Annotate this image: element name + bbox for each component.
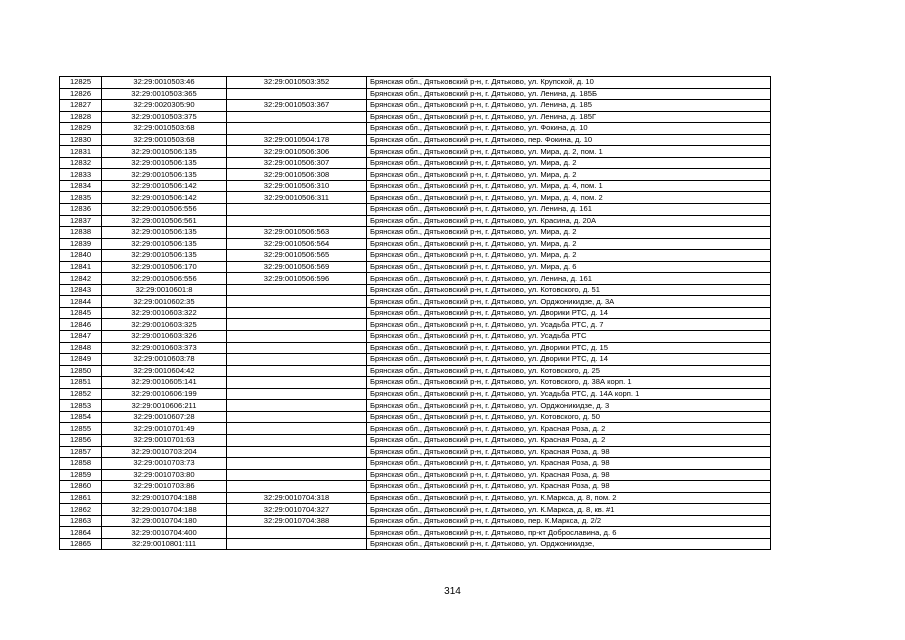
row-number-cell: 12835 — [60, 192, 102, 204]
row-number-cell: 12849 — [60, 354, 102, 366]
cadastral-number-cell: 32:29:0010704:188 — [102, 504, 227, 516]
row-number-cell: 12839 — [60, 238, 102, 250]
table-row — [60, 515, 771, 527]
row-number-cell: 12848 — [60, 342, 102, 354]
row-number-cell: 12829 — [60, 123, 102, 135]
object-cadastral-number-cell: 32:29:0010506:596 — [227, 273, 367, 285]
address-cell: Брянская обл., Дятьковский р-н, г. Дятьково, ул. Мира, д. 6 — [367, 261, 771, 273]
cadastral-number-cell: 32:29:0020305:90 — [102, 100, 227, 112]
table-row — [60, 215, 771, 227]
object-cadastral-number-cell — [227, 469, 367, 481]
address-cell: Брянская обл., Дятьковский р-н, г. Дятьково, ул. Орджоникидзе, д. 3А — [367, 296, 771, 308]
address-cell: Брянская обл., Дятьковский р-н, г. Дятьково, ул. Котовского, д. 50 — [367, 411, 771, 423]
cadastral-number-cell: 32:29:0010506:556 — [102, 273, 227, 285]
cadastral-number-cell: 32:29:0010703:80 — [102, 469, 227, 481]
table-row — [60, 527, 771, 539]
row-number-cell: 12837 — [60, 215, 102, 227]
cadastral-number-cell: 32:29:0010506:135 — [102, 169, 227, 181]
table-row — [60, 157, 771, 169]
address-cell: Брянская обл., Дятьковский р-н, г. Дятьково, пер. К.Маркса, д. 2/2 — [367, 515, 771, 527]
address-cell: Брянская обл., Дятьковский р-н, г. Дятьково, ул. Дворики РТС, д. 14 — [367, 354, 771, 366]
cadastral-number-cell: 32:29:0010704:188 — [102, 492, 227, 504]
address-cell: Брянская обл., Дятьковский р-н, г. Дятьково, ул. Фокина, д. 10 — [367, 123, 771, 135]
object-cadastral-number-cell: 32:29:0010506:307 — [227, 157, 367, 169]
table-row — [60, 458, 771, 470]
table-row — [60, 284, 771, 296]
row-number-cell: 12834 — [60, 180, 102, 192]
row-number-cell: 12863 — [60, 515, 102, 527]
table-row — [60, 77, 771, 89]
table-row — [60, 192, 771, 204]
table-row — [60, 504, 771, 516]
object-cadastral-number-cell — [227, 296, 367, 308]
row-number-cell: 12843 — [60, 284, 102, 296]
row-number-cell: 12860 — [60, 481, 102, 493]
address-cell: Брянская обл., Дятьковский р-н, г. Дятьково, ул. Красина, д. 20А — [367, 215, 771, 227]
table-row — [60, 204, 771, 216]
row-number-cell: 12861 — [60, 492, 102, 504]
object-cadastral-number-cell: 32:29:0010506:310 — [227, 180, 367, 192]
row-number-cell: 12859 — [60, 469, 102, 481]
table-row — [60, 123, 771, 135]
page-number: 314 — [444, 586, 461, 597]
table-row — [60, 180, 771, 192]
table-row — [60, 354, 771, 366]
row-number-cell: 12862 — [60, 504, 102, 516]
row-number-cell: 12865 — [60, 538, 102, 550]
row-number-cell: 12855 — [60, 423, 102, 435]
object-cadastral-number-cell — [227, 527, 367, 539]
records-table — [59, 76, 771, 550]
address-cell: Брянская обл., Дятьковский р-н, г. Дятьково, ул. Котовского, д. 38А корп. 1 — [367, 377, 771, 389]
table-row — [60, 146, 771, 158]
address-cell: Брянская обл., Дятьковский р-н, г. Дятьково, ул. Мира, д. 4, пом. 1 — [367, 180, 771, 192]
table-row — [60, 227, 771, 239]
cadastral-number-cell: 32:29:0010602:35 — [102, 296, 227, 308]
table-row — [60, 469, 771, 481]
object-cadastral-number-cell: 32:29:0010704:327 — [227, 504, 367, 516]
row-number-cell: 12825 — [60, 77, 102, 89]
records-table-body — [60, 77, 771, 550]
cadastral-number-cell: 32:29:0010506:556 — [102, 204, 227, 216]
row-number-cell: 12847 — [60, 331, 102, 343]
cadastral-number-cell: 32:29:0010506:135 — [102, 157, 227, 169]
table-row — [60, 88, 771, 100]
object-cadastral-number-cell — [227, 354, 367, 366]
row-number-cell: 12833 — [60, 169, 102, 181]
row-number-cell: 12841 — [60, 261, 102, 273]
object-cadastral-number-cell — [227, 204, 367, 216]
row-number-cell: 12844 — [60, 296, 102, 308]
address-cell: Брянская обл., Дятьковский р-н, г. Дятьково, ул. Крупской, д. 10 — [367, 77, 771, 89]
cadastral-number-cell: 32:29:0010506:142 — [102, 192, 227, 204]
object-cadastral-number-cell — [227, 377, 367, 389]
table-row — [60, 492, 771, 504]
cadastral-number-cell: 32:29:0010503:365 — [102, 88, 227, 100]
object-cadastral-number-cell — [227, 123, 367, 135]
object-cadastral-number-cell: 32:29:0010506:569 — [227, 261, 367, 273]
address-cell: Брянская обл., Дятьковский р-н, г. Дятьково, ул. Усадьба РТС, д. 7 — [367, 319, 771, 331]
row-number-cell: 12854 — [60, 411, 102, 423]
table-row — [60, 100, 771, 112]
row-number-cell: 12857 — [60, 446, 102, 458]
address-cell: Брянская обл., Дятьковский р-н, г. Дятьково, ул. Котовского, д. 51 — [367, 284, 771, 296]
table-row — [60, 169, 771, 181]
row-number-cell: 12830 — [60, 134, 102, 146]
object-cadastral-number-cell — [227, 88, 367, 100]
table-row — [60, 388, 771, 400]
address-cell: Брянская обл., Дятьковский р-н, г. Дятьково, пр-кт Доброславина, д. 6 — [367, 527, 771, 539]
row-number-cell: 12836 — [60, 204, 102, 216]
address-cell: Брянская обл., Дятьковский р-н, г. Дятьково, ул. Мира, д. 2 — [367, 238, 771, 250]
table-row — [60, 296, 771, 308]
table-row — [60, 400, 771, 412]
object-cadastral-number-cell: 32:29:0010503:352 — [227, 77, 367, 89]
object-cadastral-number-cell: 32:29:0010506:564 — [227, 238, 367, 250]
object-cadastral-number-cell — [227, 446, 367, 458]
table-row — [60, 238, 771, 250]
object-cadastral-number-cell — [227, 111, 367, 123]
row-number-cell: 12826 — [60, 88, 102, 100]
object-cadastral-number-cell — [227, 538, 367, 550]
cadastral-number-cell: 32:29:0010703:204 — [102, 446, 227, 458]
address-cell: Брянская обл., Дятьковский р-н, г. Дятьково, ул. К.Маркса, д. 8, пом. 2 — [367, 492, 771, 504]
object-cadastral-number-cell: 32:29:0010704:388 — [227, 515, 367, 527]
address-cell: Брянская обл., Дятьковский р-н, г. Дятьково, ул. Мира, д. 2 — [367, 169, 771, 181]
cadastral-number-cell: 32:29:0010801:111 — [102, 538, 227, 550]
cadastral-number-cell: 32:29:0010605:141 — [102, 377, 227, 389]
object-cadastral-number-cell: 32:29:0010506:306 — [227, 146, 367, 158]
row-number-cell: 12850 — [60, 365, 102, 377]
table-row — [60, 319, 771, 331]
address-cell: Брянская обл., Дятьковский р-н, г. Дятьково, ул. Дворики РТС, д. 15 — [367, 342, 771, 354]
object-cadastral-number-cell — [227, 423, 367, 435]
address-cell: Брянская обл., Дятьковский р-н, г. Дятьково, ул. Орджоникидзе, — [367, 538, 771, 550]
cadastral-number-cell: 32:29:0010703:86 — [102, 481, 227, 493]
table-row — [60, 331, 771, 343]
cadastral-number-cell: 32:29:0010503:46 — [102, 77, 227, 89]
cadastral-number-cell: 32:29:0010506:135 — [102, 146, 227, 158]
cadastral-number-cell: 32:29:0010606:199 — [102, 388, 227, 400]
cadastral-number-cell: 32:29:0010704:400 — [102, 527, 227, 539]
row-number-cell: 12858 — [60, 458, 102, 470]
row-number-cell: 12840 — [60, 250, 102, 262]
address-cell: Брянская обл., Дятьковский р-н, г. Дятьково, ул. Красная Роза, д. 98 — [367, 469, 771, 481]
table-row — [60, 261, 771, 273]
object-cadastral-number-cell: 32:29:0010506:311 — [227, 192, 367, 204]
object-cadastral-number-cell — [227, 388, 367, 400]
cadastral-number-cell: 32:29:0010606:211 — [102, 400, 227, 412]
table-row — [60, 342, 771, 354]
address-cell: Брянская обл., Дятьковский р-н, г. Дятьково, ул. Котовского, д. 25 — [367, 365, 771, 377]
cadastral-number-cell: 32:29:0010603:322 — [102, 307, 227, 319]
cadastral-number-cell: 32:29:0010506:142 — [102, 180, 227, 192]
cadastral-number-cell: 32:29:0010607:28 — [102, 411, 227, 423]
address-cell: Брянская обл., Дятьковский р-н, г. Дятьково, ул. Красная Роза, д. 2 — [367, 423, 771, 435]
object-cadastral-number-cell: 32:29:0010506:565 — [227, 250, 367, 262]
table-row — [60, 307, 771, 319]
address-cell: Брянская обл., Дятьковский р-н, г. Дятьково, ул. Красная Роза, д. 98 — [367, 458, 771, 470]
object-cadastral-number-cell — [227, 307, 367, 319]
table-row — [60, 273, 771, 285]
cadastral-number-cell: 32:29:0010603:373 — [102, 342, 227, 354]
address-cell: Брянская обл., Дятьковский р-н, г. Дятьково, ул. Орджоникидзе, д. 3 — [367, 400, 771, 412]
table-row — [60, 111, 771, 123]
object-cadastral-number-cell — [227, 342, 367, 354]
cadastral-number-cell: 32:29:0010603:325 — [102, 319, 227, 331]
address-cell: Брянская обл., Дятьковский р-н, г. Дятьково, ул. Мира, д. 2, пом. 1 — [367, 146, 771, 158]
cadastral-number-cell: 32:29:0010701:49 — [102, 423, 227, 435]
cadastral-number-cell: 32:29:0010503:68 — [102, 123, 227, 135]
cadastral-number-cell: 32:29:0010603:326 — [102, 331, 227, 343]
object-cadastral-number-cell — [227, 458, 367, 470]
address-cell: Брянская обл., Дятьковский р-н, г. Дятьково, ул. Мира, д. 4, пом. 2 — [367, 192, 771, 204]
address-cell: Брянская обл., Дятьковский р-н, г. Дятьково, пер. Фокина, д. 10 — [367, 134, 771, 146]
object-cadastral-number-cell — [227, 331, 367, 343]
table-row — [60, 365, 771, 377]
address-cell: Брянская обл., Дятьковский р-н, г. Дятьково, ул. Ленина, д. 161 — [367, 273, 771, 285]
object-cadastral-number-cell — [227, 400, 367, 412]
row-number-cell: 12828 — [60, 111, 102, 123]
address-cell: Брянская обл., Дятьковский р-н, г. Дятьково, ул. Красная Роза, д. 2 — [367, 434, 771, 446]
object-cadastral-number-cell — [227, 365, 367, 377]
cadastral-number-cell: 32:29:0010506:135 — [102, 238, 227, 250]
cadastral-number-cell: 32:29:0010604:42 — [102, 365, 227, 377]
row-number-cell: 12838 — [60, 227, 102, 239]
row-number-cell: 12846 — [60, 319, 102, 331]
object-cadastral-number-cell: 32:29:0010704:318 — [227, 492, 367, 504]
table-row — [60, 411, 771, 423]
address-cell: Брянская обл., Дятьковский р-н, г. Дятьково, ул. Мира, д. 2 — [367, 227, 771, 239]
table-row — [60, 377, 771, 389]
cadastral-number-cell: 32:29:0010506:135 — [102, 227, 227, 239]
address-cell: Брянская обл., Дятьковский р-н, г. Дятьково, ул. Ленина, д. 185Г — [367, 111, 771, 123]
cadastral-number-cell: 32:29:0010503:68 — [102, 134, 227, 146]
row-number-cell: 12845 — [60, 307, 102, 319]
address-cell: Брянская обл., Дятьковский р-н, г. Дятьково, ул. К.Маркса, д. 8, кв. #1 — [367, 504, 771, 516]
cadastral-number-cell: 32:29:0010506:135 — [102, 250, 227, 262]
cadastral-number-cell: 32:29:0010701:63 — [102, 434, 227, 446]
object-cadastral-number-cell — [227, 411, 367, 423]
row-number-cell: 12832 — [60, 157, 102, 169]
table-row — [60, 538, 771, 550]
address-cell: Брянская обл., Дятьковский р-н, г. Дятьково, ул. Усадьба РТС — [367, 331, 771, 343]
row-number-cell: 12864 — [60, 527, 102, 539]
table-row — [60, 423, 771, 435]
object-cadastral-number-cell: 32:29:0010503:367 — [227, 100, 367, 112]
object-cadastral-number-cell: 32:29:0010504:178 — [227, 134, 367, 146]
object-cadastral-number-cell — [227, 319, 367, 331]
object-cadastral-number-cell: 32:29:0010506:563 — [227, 227, 367, 239]
address-cell: Брянская обл., Дятьковский р-н, г. Дятьково, ул. Мира, д. 2 — [367, 250, 771, 262]
cadastral-number-cell: 32:29:0010704:180 — [102, 515, 227, 527]
row-number-cell: 12831 — [60, 146, 102, 158]
object-cadastral-number-cell — [227, 284, 367, 296]
table-row — [60, 446, 771, 458]
table-row — [60, 434, 771, 446]
row-number-cell: 12853 — [60, 400, 102, 412]
row-number-cell: 12856 — [60, 434, 102, 446]
address-cell: Брянская обл., Дятьковский р-н, г. Дятьково, ул. Красная Роза, д. 98 — [367, 446, 771, 458]
object-cadastral-number-cell — [227, 481, 367, 493]
object-cadastral-number-cell: 32:29:0010506:308 — [227, 169, 367, 181]
address-cell: Брянская обл., Дятьковский р-н, г. Дятьково, ул. Ленина, д. 185Б — [367, 88, 771, 100]
cadastral-number-cell: 32:29:0010506:561 — [102, 215, 227, 227]
cadastral-number-cell: 32:29:0010503:375 — [102, 111, 227, 123]
address-cell: Брянская обл., Дятьковский р-н, г. Дятьково, ул. Мира, д. 2 — [367, 157, 771, 169]
cadastral-number-cell: 32:29:0010703:73 — [102, 458, 227, 470]
address-cell: Брянская обл., Дятьковский р-н, г. Дятьково, ул. Дворики РТС, д. 14 — [367, 307, 771, 319]
cadastral-number-cell: 32:29:0010601:8 — [102, 284, 227, 296]
table-row — [60, 250, 771, 262]
row-number-cell: 12851 — [60, 377, 102, 389]
object-cadastral-number-cell — [227, 434, 367, 446]
address-cell: Брянская обл., Дятьковский р-н, г. Дятьково, ул. Ленина, д. 185 — [367, 100, 771, 112]
cadastral-number-cell: 32:29:0010506:170 — [102, 261, 227, 273]
table-row — [60, 481, 771, 493]
address-cell: Брянская обл., Дятьковский р-н, г. Дятьково, ул. Усадьба РТС, д. 14А корп. 1 — [367, 388, 771, 400]
row-number-cell: 12842 — [60, 273, 102, 285]
cadastral-number-cell: 32:29:0010603:78 — [102, 354, 227, 366]
row-number-cell: 12827 — [60, 100, 102, 112]
object-cadastral-number-cell — [227, 215, 367, 227]
address-cell: Брянская обл., Дятьковский р-н, г. Дятьково, ул. Красная Роза, д. 98 — [367, 481, 771, 493]
row-number-cell: 12852 — [60, 388, 102, 400]
address-cell: Брянская обл., Дятьковский р-н, г. Дятьково, ул. Ленина, д. 161 — [367, 204, 771, 216]
table-row — [60, 134, 771, 146]
